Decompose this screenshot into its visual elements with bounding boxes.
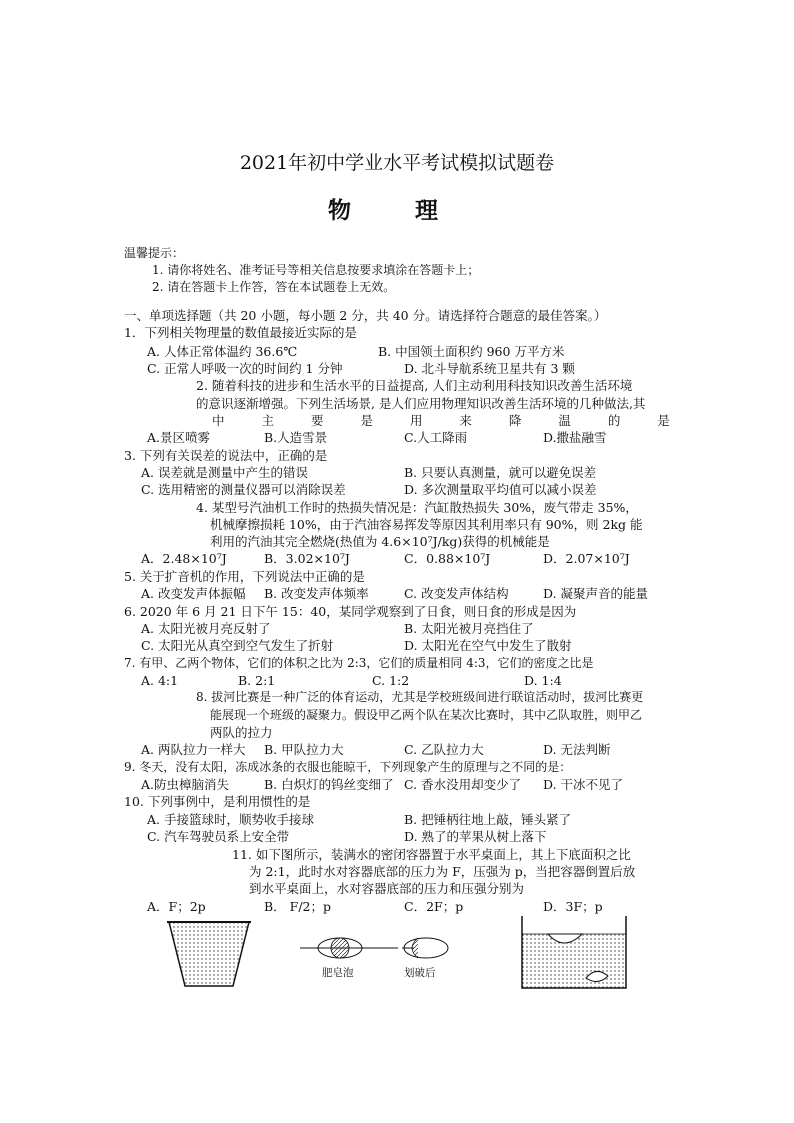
q7-option-b: B. 2:1: [238, 673, 276, 688]
q7-option-c: C. 1:2: [372, 673, 410, 688]
q11-line2: 为 2:1，此时水对容器底部的压力为 F，压强为 p，当把容器倒置后放: [249, 864, 636, 879]
q2-line3: 中 主 要 是 用 来 降 温 的 是: [212, 413, 670, 428]
q4-option-a: A．2.48×10⁷J: [141, 551, 227, 566]
q7-option-d: D. 1:4: [524, 673, 562, 688]
q11-line3: 到水平桌面上，水对容器底部的压力和压强分别为: [249, 881, 525, 896]
q1-stem: 1．下列相关物理量的数值最接近实际的是: [124, 325, 357, 340]
q1-option-d: D. 北斗导航系统卫星共有 3 颗: [404, 361, 575, 376]
q6-option-b: B. 太阳光被月亮挡住了: [404, 621, 534, 636]
q4-option-c: C．0.88×10⁷J: [404, 551, 491, 566]
q4-line1: 4. 某型号汽油机工作时的热损失情况是：汽缸散热损失 30%，废气带走 35%，: [196, 500, 638, 515]
q3-option-c: C. 选用精密的测量仪器可以消除误差: [141, 482, 346, 497]
soap-bubble-figure: [298, 932, 453, 966]
q7-stem: 7. 有甲、乙两个物体，它们的体积之比为 2:3，它们的质量相同 4:3，它们的密度之比是: [124, 656, 594, 670]
tips-heading: 温馨提示：: [124, 246, 185, 260]
q5-option-b: B. 改变发声体频率: [264, 586, 369, 601]
q2-line2: 的意识逐渐增强。下列生活场景, 是人们应用物理知识改善生活环境的几种做法,其: [196, 396, 646, 411]
q5-stem: 5. 关于扩音机的作用，下列说法中正确的是: [124, 569, 365, 584]
q10-option-d: D. 熟了的苹果从树上落下: [404, 829, 547, 844]
page-title: 2021年初中学业水平考试模拟试题卷: [239, 152, 555, 174]
q5-option-c: C. 改变发声体结构: [404, 586, 509, 601]
q4-line3: 利用的汽油其完全燃烧(热值为 4.6×10⁷J/kg)获得的机械能是: [210, 534, 550, 549]
q9-option-a: A.防虫樟脑消失: [141, 777, 230, 792]
q10-option-c: C. 汽车驾驶员系上安全带: [147, 829, 290, 844]
q9-option-c: C. 香水没用却变少了: [404, 777, 522, 792]
q10-stem: 10. 下列事例中，是利用惯性的是: [124, 794, 311, 809]
q3-option-d: D. 多次测量取平均值可以减小误差: [404, 482, 597, 497]
q2-option-c: C.人工降雨: [404, 430, 468, 445]
tip-item: 1. 请你将姓名、准考证号等相关信息按要求填涂在答题卡上；: [152, 263, 480, 277]
q11-option-a: A．F；2p: [147, 899, 206, 914]
q9-stem: 9. 冬天，没有太阳，冻成冰条的衣服也能晾干，下列现象产生的原理与之不同的是：: [124, 760, 572, 774]
q9-option-b: B. 白炽灯的钨丝变细了: [264, 777, 394, 792]
q6-option-c: C. 太阳光从真空到空气发生了折射: [141, 638, 334, 653]
q10-option-b: B. 把锤柄往地上敲，锤头紧了: [404, 812, 572, 827]
q8-option-b: B. 甲队拉力大: [264, 742, 344, 757]
q8-line3: 两队的拉力: [210, 725, 273, 740]
q5-option-d: D. 凝聚声音的能量: [543, 586, 649, 601]
q3-option-b: B. 只要认真测量，就可以避免误差: [404, 465, 597, 480]
q8-option-a: A. 两队拉力一样大: [141, 742, 246, 757]
q9-option-d: D. 干冰不见了: [543, 777, 624, 792]
figure-label-soap-bubble: 肥皂泡: [322, 967, 354, 979]
q10-option-a: A. 手接篮球时，顺势收手接球: [147, 812, 314, 827]
q2-option-a: A.景区喷雾: [147, 430, 211, 445]
q4-option-b: B．3.02×10⁷J: [264, 551, 350, 566]
q8-option-c: C. 乙队拉力大: [404, 742, 484, 757]
subject-title: 物 理: [327, 197, 466, 224]
figure-label-after-cut: 划破后: [404, 967, 436, 979]
q1-option-c: C. 正常人呼吸一次的时间约 1 分钟: [147, 361, 343, 376]
q8-option-d: D. 无法判断: [543, 742, 611, 757]
q6-option-d: D. 太阳光在空气中发生了散射: [404, 638, 572, 653]
q4-line2: 机械摩擦损耗 10%，由于汽油容易挥发等原因其利用率只有 90%，则 2kg 能: [210, 517, 643, 532]
trapezoid-container-figure: [165, 918, 253, 990]
q3-stem: 3. 下列有关误差的说法中，正确的是: [124, 448, 328, 463]
q11-option-b: B． F/2；p: [264, 899, 331, 914]
q1-option-a: A. 人体正常体温约 36.6℃: [147, 344, 298, 359]
q4-option-d: D．2.07×10⁷J: [543, 551, 630, 566]
q3-option-a: A. 误差就是测量中产生的错误: [141, 465, 308, 480]
q7-option-a: A. 4:1: [141, 673, 179, 688]
q8-line2: 能展现一个班级的凝聚力。假设甲乙两个队在某次比赛时，其中乙队取胜，则甲乙: [210, 708, 643, 722]
section-heading: 一、单项选择题（共 20 小题，每小题 2 分，共 40 分。请选择符合题意的最佳答案。）: [124, 308, 607, 323]
q6-option-a: A. 太阳光被月亮反射了: [141, 621, 271, 636]
q2-option-b: B.人造雪景: [264, 430, 328, 445]
q11-line1: 11. 如下图所示，装满水的密闭容器置于水平桌面上，其上下底面积之比: [232, 847, 631, 862]
tip-item: 2. 请在答题卡上作答，答在本试题卷上无效。: [152, 280, 396, 294]
q11-option-d: D．3F；p: [543, 899, 603, 914]
q2-option-d: D.撒盐融雪: [543, 430, 607, 445]
q1-option-b: B. 中国领土面积约 960 万平方米: [378, 344, 565, 359]
q11-option-c: C．2F；p: [404, 899, 464, 914]
q6-stem: 6. 2020 年 6 月 21 日下午 15：40，某同学观察到了日食，则日食的形成是因为: [124, 604, 577, 619]
q8-line1: 8. 拔河比赛是一种广泛的体育运动，尤其是学校班级间进行联谊活动时，拔河比赛更: [196, 690, 644, 704]
q5-option-a: A. 改变发声体振幅: [141, 586, 246, 601]
q2-line1: 2. 随着科技的进步和生活水平的日益提高, 人们主动利用科技知识改善生活环境: [196, 378, 633, 393]
water-tank-figure: [518, 914, 630, 992]
